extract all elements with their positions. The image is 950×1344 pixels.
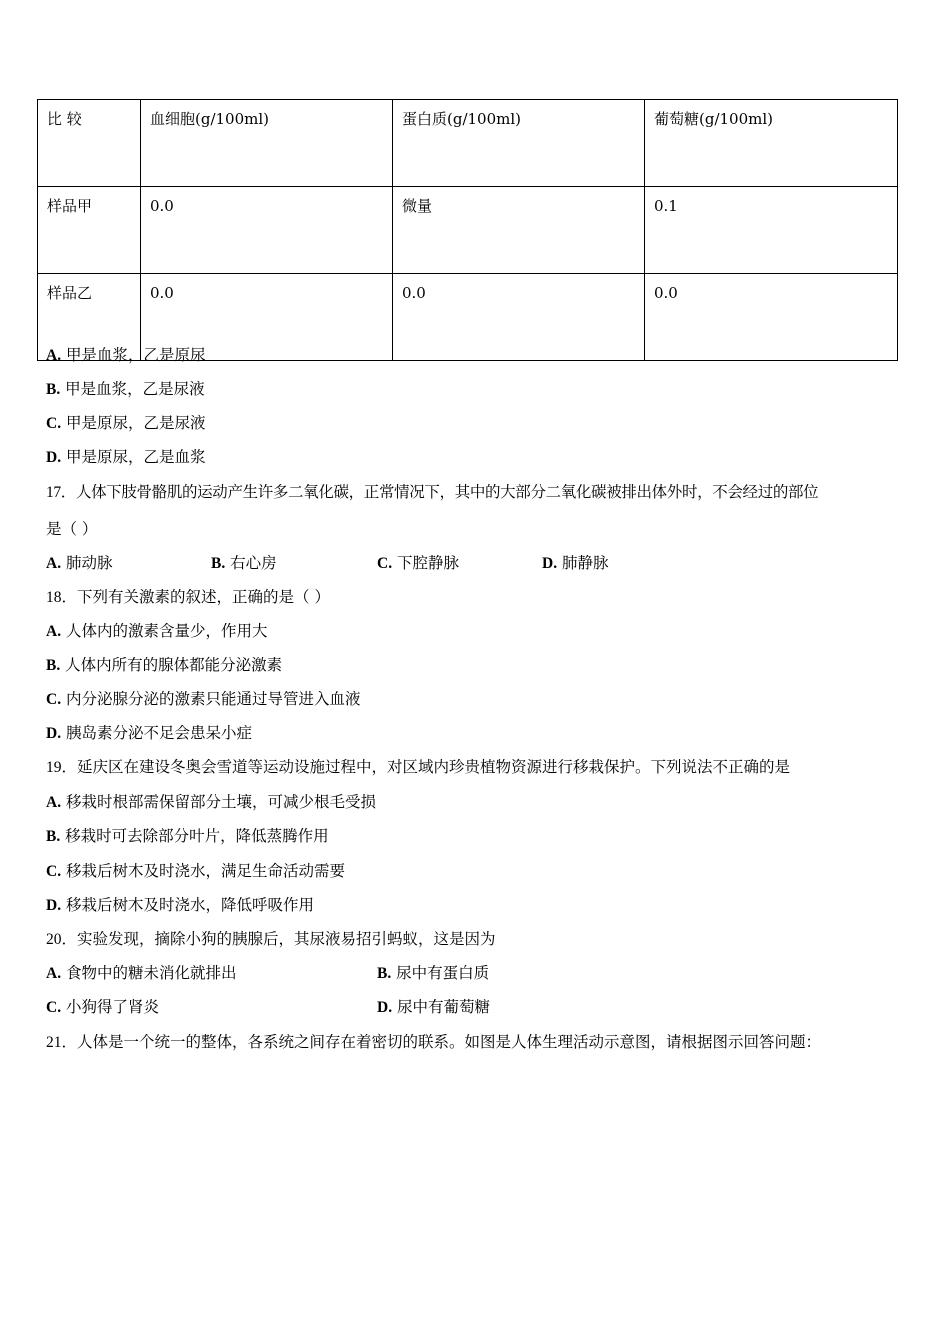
q20-option-a: A. 食物中的糖未消化就排出 [46, 964, 237, 982]
table-cell: 样品甲 [38, 187, 141, 274]
q17-option-d: D. 肺静脉 [542, 554, 609, 572]
q19-option-a: A. 移栽时根部需保留部分土壤，可减少根毛受损 [46, 793, 377, 811]
q19-option-b: B. 移栽时可去除部分叶片，降低蒸腾作用 [46, 827, 329, 845]
q19-option-d: D. 移栽后树木及时浇水，降低呼吸作用 [46, 896, 315, 914]
q16-option-b: B. 甲是血浆，乙是尿液 [46, 380, 205, 398]
q17-option-b: B. 右心房 [211, 554, 277, 572]
q18-option-a: A. 人体内的激素含量少，作用大 [46, 622, 268, 640]
q20-option-d: D. 尿中有葡萄糖 [377, 998, 491, 1016]
q16-option-c: C. 甲是原尿，乙是尿液 [46, 414, 206, 432]
q17-option-a: A. 肺动脉 [46, 554, 113, 572]
table-cell: 0.1 [645, 187, 898, 274]
table-cell: 0.0 [645, 274, 898, 361]
q18-option-c: C. 内分泌腺分泌的激素只能通过导管进入血液 [46, 690, 361, 708]
table-header-cell: 比 较 [38, 100, 141, 187]
comparison-table [37, 99, 898, 361]
q16-option-d: D. 甲是原尿，乙是血浆 [46, 448, 206, 466]
table-cell: 样品乙 [38, 274, 141, 361]
table-cell: 0.0 [141, 187, 393, 274]
q17-option-c: C. 下腔静脉 [377, 554, 460, 572]
q19-stem: 19．延庆区在建设冬奥会雪道等运动设施过程中，对区域内珍贵植物资源进行移栽保护。下列说法不正确的是 [46, 758, 791, 776]
q18-stem: 18．下列有关激素的叙述，正确的是（ ） [46, 588, 330, 606]
table-row [38, 187, 898, 274]
q17-stem: 17．人体下肢骨骼肌的运动产生许多二氧化碳，正常情况下，其中的大部分二氧化碳被排出体外时，不会经过的部位 [46, 483, 819, 501]
q18-option-d: D. 胰岛素分泌不足会患呆小症 [46, 724, 253, 742]
q20-stem: 20．实验发现，摘除小狗的胰腺后，其尿液易招引蚂蚁，这是因为 [46, 930, 496, 948]
table-header-cell: 葡萄糖(g/100ml) [645, 100, 898, 187]
table-cell: 0.0 [393, 274, 645, 361]
q17-stem-continued: 是（ ） [46, 520, 98, 538]
q18-option-b: B. 人体内所有的腺体都能分泌激素 [46, 656, 283, 674]
q19-option-c: C. 移栽后树木及时浇水，满足生命活动需要 [46, 862, 346, 880]
q21-stem: 21．人体是一个统一的整体，各系统之间存在着密切的联系。如图是人体生理活动示意图，请根据图示回答问题： [46, 1033, 822, 1051]
q16-option-a: A. 甲是血浆，乙是原尿 [46, 346, 206, 364]
table-cell: 0.0 [141, 274, 393, 361]
table-header-cell: 血细胞(g/100ml) [141, 100, 393, 187]
q20-option-b: B. 尿中有蛋白质 [377, 964, 490, 982]
table-header-cell: 蛋白质(g/100ml) [393, 100, 645, 187]
table-header-row [38, 100, 898, 187]
table-cell: 微量 [393, 187, 645, 274]
q20-option-c: C. 小狗得了肾炎 [46, 998, 160, 1016]
